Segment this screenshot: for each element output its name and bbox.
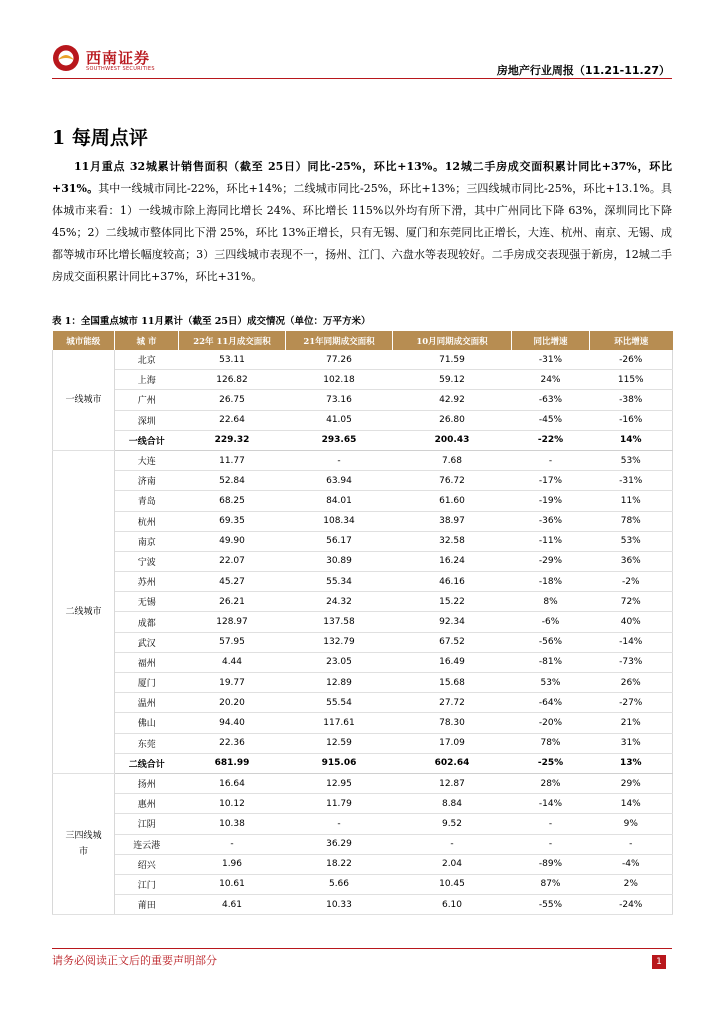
table-cell: 1.96: [179, 854, 286, 874]
table-cell: 12.59: [286, 733, 393, 753]
city-name: 东莞: [115, 733, 179, 753]
total-cell: 293.65: [286, 430, 393, 450]
table-cell: 49.90: [179, 531, 286, 551]
table-cell: 16.49: [393, 652, 512, 672]
table-row: [53, 592, 673, 612]
city-name: 上海: [115, 370, 179, 390]
table-cell: 27.72: [393, 693, 512, 713]
table-cell: 2.04: [393, 854, 512, 874]
table-cell: -20%: [512, 713, 590, 733]
company-logo-icon: [52, 44, 80, 72]
table-cell: 7.68: [393, 450, 512, 470]
footer-disclaimer: 请务必阅读正文后的重要声明部分: [52, 954, 217, 967]
table-cell: 31%: [590, 733, 673, 753]
table-cell: 56.17: [286, 531, 393, 551]
table-cell: -14%: [590, 632, 673, 652]
table-cell: 10.38: [179, 814, 286, 834]
table-cell: 78.30: [393, 713, 512, 733]
table-cell: -: [590, 834, 673, 854]
city-name: 莆田: [115, 895, 179, 915]
table-cell: -31%: [512, 350, 590, 370]
table-row: [53, 572, 673, 592]
table-cell: 10.45: [393, 874, 512, 894]
header-divider: [52, 78, 672, 79]
table-cell: 53.11: [179, 350, 286, 370]
table-cell: -14%: [512, 794, 590, 814]
page-number: 1: [652, 955, 666, 969]
table-cell: 23.05: [286, 652, 393, 672]
table-row: [53, 410, 673, 430]
table-cell: -24%: [590, 895, 673, 915]
table-body: [53, 350, 673, 915]
table-cell: 26.80: [393, 410, 512, 430]
table-row: [53, 370, 673, 390]
city-name: 济南: [115, 471, 179, 491]
table-cell: 10.12: [179, 794, 286, 814]
table-cell: 14%: [590, 794, 673, 814]
table-row: [53, 471, 673, 491]
table-row: [53, 773, 673, 793]
table-cell: -2%: [590, 572, 673, 592]
city-name: 连云港: [115, 834, 179, 854]
column-header: 城市能级: [53, 331, 115, 350]
table-cell: 24%: [512, 370, 590, 390]
table-cell: 8%: [512, 592, 590, 612]
table-cell: 22.64: [179, 410, 286, 430]
table-cell: 71.59: [393, 350, 512, 370]
city-name: 成都: [115, 612, 179, 632]
table-cell: 21%: [590, 713, 673, 733]
table-cell: 128.97: [179, 612, 286, 632]
column-header: 21年同期成交面积: [286, 331, 393, 350]
table-cell: 57.95: [179, 632, 286, 652]
table-cell: -26%: [590, 350, 673, 370]
company-logo-subtitle: SOUTHWEST SECURITIES: [86, 66, 155, 72]
city-name: 无锡: [115, 592, 179, 612]
table-cell: 29%: [590, 773, 673, 793]
table-cell: -89%: [512, 854, 590, 874]
total-cell: 602.64: [393, 753, 512, 773]
table-cell: 41.05: [286, 410, 393, 430]
city-name: 江阴: [115, 814, 179, 834]
table-cell: 9%: [590, 814, 673, 834]
table-row: [53, 350, 673, 370]
footer-divider: [52, 948, 672, 949]
table-cell: 78%: [590, 511, 673, 531]
column-header: 城 市: [115, 331, 179, 350]
table-row: [53, 673, 673, 693]
city-name: 厦门: [115, 673, 179, 693]
table-cell: 126.82: [179, 370, 286, 390]
city-name: 江门: [115, 874, 179, 894]
city-name: 苏州: [115, 572, 179, 592]
table-cell: 53%: [590, 450, 673, 470]
table-cell: 45.27: [179, 572, 286, 592]
table-cell: 40%: [590, 612, 673, 632]
table-cell: -38%: [590, 390, 673, 410]
table-cell: -16%: [590, 410, 673, 430]
section-number: 1: [52, 127, 66, 149]
table-cell: 22.36: [179, 733, 286, 753]
table-cell: -19%: [512, 491, 590, 511]
table-cell: 30.89: [286, 551, 393, 571]
city-name: 宁波: [115, 551, 179, 571]
table-cell: 11%: [590, 491, 673, 511]
table-cell: 63.94: [286, 471, 393, 491]
table-cell: 94.40: [179, 713, 286, 733]
table-cell: 72%: [590, 592, 673, 612]
city-name: 北京: [115, 350, 179, 370]
table-cell: 55.34: [286, 572, 393, 592]
table-cell: 19.77: [179, 673, 286, 693]
table-cell: 69.35: [179, 511, 286, 531]
table-row: [53, 794, 673, 814]
summary-paragraph: [52, 156, 672, 288]
table-header-row: [53, 331, 673, 350]
total-cell: 681.99: [179, 753, 286, 773]
table-cell: 10.61: [179, 874, 286, 894]
city-name: 温州: [115, 693, 179, 713]
city-name: 南京: [115, 531, 179, 551]
table-row: [53, 713, 673, 733]
column-header: 环比增速: [590, 331, 673, 350]
table-cell: -73%: [590, 652, 673, 672]
table-cell: -27%: [590, 693, 673, 713]
table-cell: 61.60: [393, 491, 512, 511]
table-cell: 92.34: [393, 612, 512, 632]
table-cell: 36%: [590, 551, 673, 571]
table-total-row: [53, 753, 673, 773]
table-row: [53, 895, 673, 915]
total-cell: 14%: [590, 430, 673, 450]
table-cell: 52.84: [179, 471, 286, 491]
table-row: [53, 450, 673, 470]
city-name: 青岛: [115, 491, 179, 511]
table-row: [53, 874, 673, 894]
column-header: 同比增速: [512, 331, 590, 350]
table-cell: 59.12: [393, 370, 512, 390]
table-row: [53, 733, 673, 753]
table-cell: -63%: [512, 390, 590, 410]
table-cell: 36.29: [286, 834, 393, 854]
table-cell: -31%: [590, 471, 673, 491]
table-cell: 55.54: [286, 693, 393, 713]
table-cell: 6.10: [393, 895, 512, 915]
table-cell: 87%: [512, 874, 590, 894]
table-cell: 10.33: [286, 895, 393, 915]
city-name: 佛山: [115, 713, 179, 733]
table-cell: 73.16: [286, 390, 393, 410]
table-cell: 102.18: [286, 370, 393, 390]
city-name: 扬州: [115, 773, 179, 793]
total-cell: 13%: [590, 753, 673, 773]
table-row: [53, 531, 673, 551]
table-cell: 46.16: [393, 572, 512, 592]
table-cell: -18%: [512, 572, 590, 592]
table-caption: 表 1：全国重点城市 11月累计（截至 25日）成交情况（单位：万平方米）: [52, 316, 371, 327]
table-cell: 76.72: [393, 471, 512, 491]
table-row: [53, 652, 673, 672]
tier-label: 三四线城市: [53, 773, 115, 914]
column-header: 22年 11月成交面积: [179, 331, 286, 350]
summary-body: 其中一线城市同比-22%，环比+14%；二线城市同比-25%，环比+13%；三四线城市同比-25%，环比+13.1%。具体城市来看：1）一线城市除上海同比增长 24%、环比增长 115%以外均有所下滑，其中广州同比下降 63%，深圳同比下降 45%；2）二线城市整体同比下滑 25%，环比 13%正增长，只有无锡、厦门和东莞同比正增长，大连、杭州、南京、无锡、成都等城市环比增长幅度较高；3）三四线城市表现不一，扬州、江门、六盘水等表现较好。二手房成交表现强于新房，12城二手房成交面积累计同比+37%，环比+31%。: [52, 182, 672, 283]
table-row: [53, 834, 673, 854]
table-cell: -6%: [512, 612, 590, 632]
table-cell: 11.79: [286, 794, 393, 814]
table-cell: -11%: [512, 531, 590, 551]
total-cell: 915.06: [286, 753, 393, 773]
table-cell: -: [179, 834, 286, 854]
table-cell: -17%: [512, 471, 590, 491]
table-cell: 8.84: [393, 794, 512, 814]
summary-lead: 11月重点 32城累计销售面积（截至 25日）同比-25%，环比+13%。12城二手房成交面积累计同比+37%，环比+31%。: [52, 160, 672, 195]
table-row: [53, 612, 673, 632]
city-transaction-table: [52, 331, 673, 915]
table-cell: 5.66: [286, 874, 393, 894]
table-cell: 9.52: [393, 814, 512, 834]
table-cell: 17.09: [393, 733, 512, 753]
table-cell: -: [286, 450, 393, 470]
table-row: [53, 390, 673, 410]
city-name: 惠州: [115, 794, 179, 814]
city-name: 绍兴: [115, 854, 179, 874]
tier-label: 一线城市: [53, 350, 115, 450]
table-cell: 16.64: [179, 773, 286, 793]
city-name: 武汉: [115, 632, 179, 652]
total-label: 一线合计: [115, 430, 179, 450]
tier-label: 二线城市: [53, 450, 115, 773]
table-cell: -: [512, 834, 590, 854]
table-cell: 32.58: [393, 531, 512, 551]
table-cell: 68.25: [179, 491, 286, 511]
table-cell: 67.52: [393, 632, 512, 652]
table-cell: 53%: [512, 673, 590, 693]
table-cell: -45%: [512, 410, 590, 430]
table-row: [53, 693, 673, 713]
table-cell: 20.20: [179, 693, 286, 713]
table-cell: 15.22: [393, 592, 512, 612]
total-cell: 200.43: [393, 430, 512, 450]
table-cell: 2%: [590, 874, 673, 894]
table-cell: 4.61: [179, 895, 286, 915]
table-cell: 18.22: [286, 854, 393, 874]
table-row: [53, 551, 673, 571]
table-cell: 53%: [590, 531, 673, 551]
table-cell: -4%: [590, 854, 673, 874]
total-cell: -25%: [512, 753, 590, 773]
table-cell: 11.77: [179, 450, 286, 470]
section-heading: [52, 123, 148, 150]
table-cell: 26.75: [179, 390, 286, 410]
table-cell: 77.26: [286, 350, 393, 370]
table-cell: -56%: [512, 632, 590, 652]
city-name: 杭州: [115, 511, 179, 531]
table-cell: 115%: [590, 370, 673, 390]
table-cell: -64%: [512, 693, 590, 713]
table-row: [53, 511, 673, 531]
table-cell: 137.58: [286, 612, 393, 632]
city-name: 深圳: [115, 410, 179, 430]
table-cell: 12.87: [393, 773, 512, 793]
table-cell: -36%: [512, 511, 590, 531]
column-header: 10月同期成交面积: [393, 331, 512, 350]
table-cell: 16.24: [393, 551, 512, 571]
table-cell: -: [512, 450, 590, 470]
table-cell: 132.79: [286, 632, 393, 652]
report-title: 房地产行业周报（11.21-11.27）: [496, 64, 670, 77]
total-cell: -22%: [512, 430, 590, 450]
page-header: [52, 40, 672, 80]
table-row: [53, 491, 673, 511]
table-cell: -: [286, 814, 393, 834]
table-cell: -55%: [512, 895, 590, 915]
table-cell: 24.32: [286, 592, 393, 612]
table-row: [53, 632, 673, 652]
table-cell: -81%: [512, 652, 590, 672]
city-name: 福州: [115, 652, 179, 672]
table-cell: -29%: [512, 551, 590, 571]
city-name: 广州: [115, 390, 179, 410]
table-cell: 42.92: [393, 390, 512, 410]
table-cell: -: [393, 834, 512, 854]
table-row: [53, 814, 673, 834]
table-cell: 26.21: [179, 592, 286, 612]
company-logo-name: 西南证券: [86, 49, 151, 67]
table-cell: -: [512, 814, 590, 834]
table-cell: 84.01: [286, 491, 393, 511]
total-cell: 229.32: [179, 430, 286, 450]
table-cell: 22.07: [179, 551, 286, 571]
table-cell: 117.61: [286, 713, 393, 733]
section-title-text: 每周点评: [71, 127, 148, 149]
table-cell: 12.89: [286, 673, 393, 693]
table-row: [53, 854, 673, 874]
table-total-row: [53, 430, 673, 450]
table-cell: 12.95: [286, 773, 393, 793]
table-cell: 15.68: [393, 673, 512, 693]
table-cell: 4.44: [179, 652, 286, 672]
table-cell: 28%: [512, 773, 590, 793]
table-cell: 38.97: [393, 511, 512, 531]
total-label: 二线合计: [115, 753, 179, 773]
table-cell: 78%: [512, 733, 590, 753]
city-name: 大连: [115, 450, 179, 470]
table-cell: 26%: [590, 673, 673, 693]
table-cell: 108.34: [286, 511, 393, 531]
